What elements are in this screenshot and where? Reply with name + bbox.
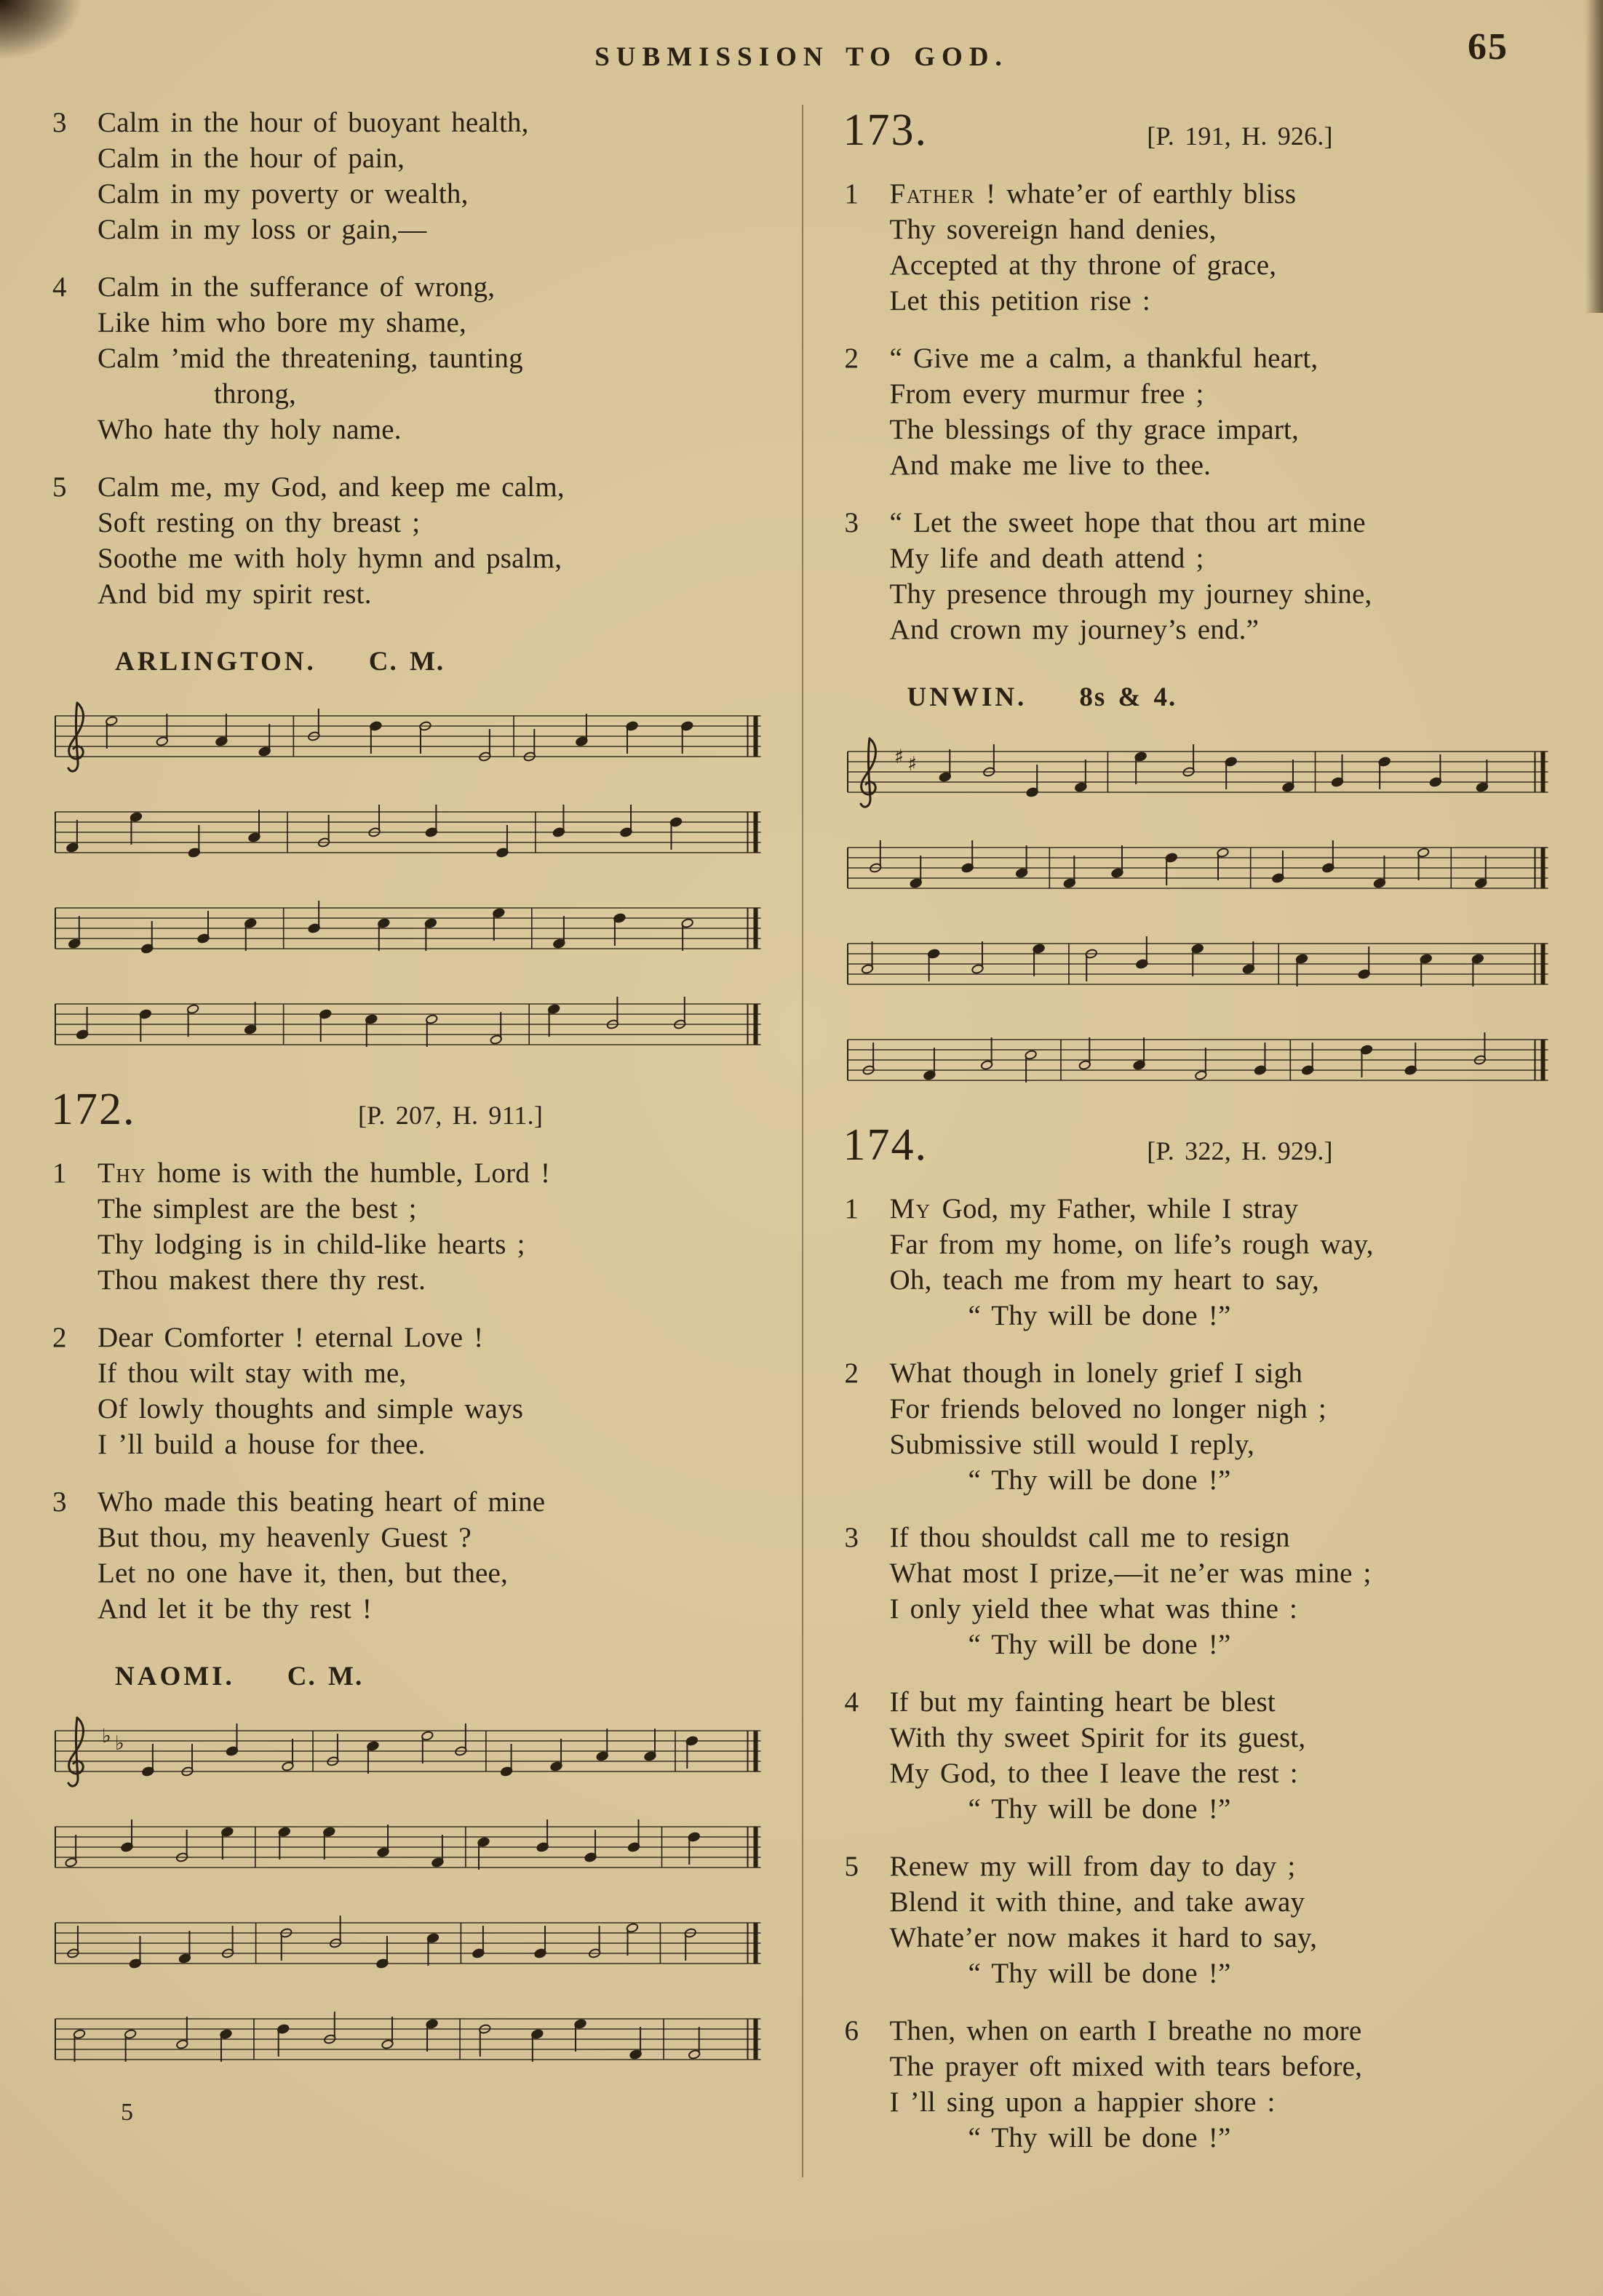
verse-line: Calm in the hour of pain, [98,143,405,174]
tune-meter: C. M. [368,647,445,677]
verse-line: For friends beloved no longer nigh ; [889,1393,1326,1424]
stanza-number: 3 [52,107,67,138]
verse-line [890,176,1553,212]
hymn-reference: [P. 207, H. 911.] [357,1101,544,1130]
verse-line [890,1191,1553,1227]
hymn-number: 174. [843,1120,928,1170]
treble-clef-icon [68,1718,84,1786]
tune-meter: 8s & 4. [1079,682,1177,712]
stanza [843,2013,1553,2156]
verse-line: Calm in the sufferance of wrong, [98,271,496,303]
stanza [51,269,765,447]
music-system [51,693,765,777]
verse-line: And bid my spirit rest. [98,578,372,610]
line-rest: ! whate’er of earthly bliss [986,178,1297,210]
stanza-number: 4 [52,271,67,303]
stanza-number: 4 [844,1686,859,1718]
verse-line: “ Thy will be done !” [968,1464,1231,1496]
verse-line: Calm ’mid the threatening, taunting [98,343,523,374]
lead-word: My [889,1193,931,1224]
hymn-number: 172. [51,1085,136,1134]
verse-line: And let it be thy rest ! [98,1593,373,1625]
verse-line: The prayer oft mixed with tears before, [889,2051,1363,2082]
stanza [843,505,1553,647]
music-system [51,1900,765,1984]
tune-name: ARLINGTON. [115,647,317,677]
tune-name: UNWIN. [907,682,1027,712]
stanza-number: 3 [52,1486,67,1518]
hymn-174-heading [843,1120,1553,1170]
verse-line: What most I prize,—it ne’er was mine ; [889,1558,1372,1589]
stanza-number: 2 [52,1322,67,1353]
verse-line: Accepted at thy throne of grace, [889,250,1277,281]
verse-line: The simplest are the best ; [98,1193,417,1224]
verse-line: Calm in the hour of buoyant health, [98,107,529,138]
verse-line: I ’ll build a house for thee. [98,1429,426,1460]
stanza-number: 3 [844,507,859,538]
stanza-number: 1 [844,1193,859,1224]
music-system [51,1996,765,2080]
verse-line: What though in lonely grief I sigh [889,1358,1303,1389]
verse-line: Submissive still would I reply, [889,1429,1254,1460]
verse-line: Let this petition rise : [889,285,1150,316]
music-system [843,824,1553,909]
verse-line: Then, when on earth I breathe no more [889,2015,1362,2046]
verse-line: Dear Comforter ! eternal Love ! [98,1322,484,1353]
verse-line: If but my fainting heart be blest [889,1686,1276,1718]
page-header [51,25,1552,92]
tune-meter: C. M. [287,1662,364,1691]
verse-line: But thou, my heavenly Guest ? [98,1522,472,1553]
stanza [843,176,1553,319]
verse-line: Thou makest there thy rest. [98,1264,426,1296]
verse-line: And make me live to thee. [889,450,1212,481]
sharp-icon: ♯ [907,753,917,776]
right-column [802,105,1553,2177]
lead-word: Thy [98,1157,147,1189]
two-column-layout [51,105,1552,2177]
lead-word: Father [889,178,976,210]
verse-line: “ Thy will be done !” [968,1793,1231,1825]
verse-line: If thou shouldst call me to resign [889,1522,1290,1553]
sharp-icon: ♯ [894,746,904,769]
verse-line: With thy sweet Spirit for its guest, [889,1722,1306,1753]
verse-line: “ Thy will be done !” [968,1300,1231,1331]
verse-line: From every murmur free ; [889,378,1204,410]
flat-icon: ♭ [101,1725,111,1748]
stanza-number: 2 [844,343,859,374]
verse-line: Soft resting on thy breast ; [98,507,421,538]
hymn-reference: [P. 322, H. 929.] [1147,1136,1333,1165]
tune-title-unwin [907,679,1553,715]
stanza-number: 1 [844,178,859,210]
music-system [843,920,1553,1005]
tune-name: NAOMI. [115,1662,235,1691]
stanza [843,1191,1553,1334]
verse-line: Of lowly thoughts and simple ways [98,1393,524,1424]
verse-line: “ Give me a calm, a thankful heart, [889,343,1318,374]
music-system [843,1016,1553,1101]
verse-line: Like him who bore my shame, [98,307,466,338]
stanza-number: 3 [844,1522,859,1553]
stanza [51,1155,765,1298]
verse-line: Who made this beating heart of mine [98,1486,546,1518]
music-system [51,1803,765,1888]
verse-line: “ Thy will be done !” [968,1629,1231,1660]
running-title: SUBMISSION TO GOD. [594,42,1009,72]
stanza-number: 2 [844,1358,859,1389]
stanza [51,469,765,612]
flat-icon: ♭ [114,1732,124,1755]
left-column [51,105,802,2177]
verse-line: I only yield thee what was thine : [889,1593,1298,1625]
stanza [843,1520,1553,1662]
verse-line: Thy presence through my journey shine, [889,578,1372,610]
verse-line: “ Let the sweet hope that thou art mine [889,507,1366,538]
signature-mark: 5 [121,2099,134,2126]
stanza [843,1355,1553,1498]
music-system [51,789,765,873]
music-score-naomi [51,1707,765,2080]
hymn-number: 173. [843,105,928,155]
verse-line: Far from my home, on life’s rough way, [889,1229,1374,1260]
stanza [51,1484,765,1627]
verse-line: I ’ll sing upon a happier shore : [889,2086,1276,2118]
verse-line: Thy lodging is in child-like hearts ; [98,1229,525,1260]
verse-line: Whate’er now makes it hard to say, [889,1922,1318,1953]
stanza [51,1320,765,1462]
music-system [51,1707,765,1792]
hymn-172-heading [51,1087,765,1133]
hymn-reference: [P. 191, H. 926.] [1147,121,1333,151]
tune-title-arlington [115,644,765,679]
verse-line: Calm me, my God, and keep me calm, [98,471,565,503]
line-rest: God, my Father, while I stray [942,1193,1299,1224]
verse-line: If thou wilt stay with me, [98,1358,407,1389]
verse-line: Oh, teach me from my heart to say, [889,1264,1320,1296]
stanza-number: 6 [844,2015,859,2046]
scan-artifact-edge [1586,0,1603,313]
page-number: 65 [1468,26,1508,68]
verse-line: Blend it with thine, and take away [889,1886,1305,1918]
verse-line [98,1155,765,1191]
verse-line: “ Thy will be done !” [968,1958,1231,1989]
verse-line: And crown my journey’s end.” [889,614,1260,645]
stanza [843,1849,1553,1991]
verse-line: My life and death attend ; [889,543,1204,574]
verse-line: My God, to thee I leave the rest : [889,1758,1298,1789]
stanza-number: 1 [52,1157,67,1189]
verse-line: Thy sovereign hand denies, [889,214,1217,245]
verse-line: The blessings of thy grace impart, [889,414,1299,445]
stanza [51,105,765,247]
stanza [843,340,1553,483]
music-score-arlington [51,693,765,1065]
treble-clef-icon [860,738,875,807]
verse-line: Renew my will from day to day ; [889,1851,1296,1882]
hymn-173-heading [843,105,1553,155]
verse-line: “ Thy will be done !” [968,2122,1231,2153]
verse-line: Calm in my loss or gain,— [98,214,427,245]
music-system [51,981,765,1065]
line-rest: home is with the humble, Lord ! [157,1157,551,1189]
music-system [51,885,765,969]
music-score-unwin [843,728,1553,1101]
stanza [843,1684,1553,1827]
music-system [843,728,1553,813]
stanza-number: 5 [52,471,67,503]
tune-title-naomi [115,1659,765,1694]
stanza-number: 5 [844,1851,859,1882]
verse-line: Who hate thy holy name. [98,414,402,445]
verse-line: throng, [214,378,296,410]
treble-clef-icon [68,703,84,771]
verse-line: Soothe me with holy hymn and psalm, [98,543,562,574]
verse-line: Let no one have it, then, but thee, [98,1558,509,1589]
verse-line: Calm in my poverty or wealth, [98,178,469,210]
